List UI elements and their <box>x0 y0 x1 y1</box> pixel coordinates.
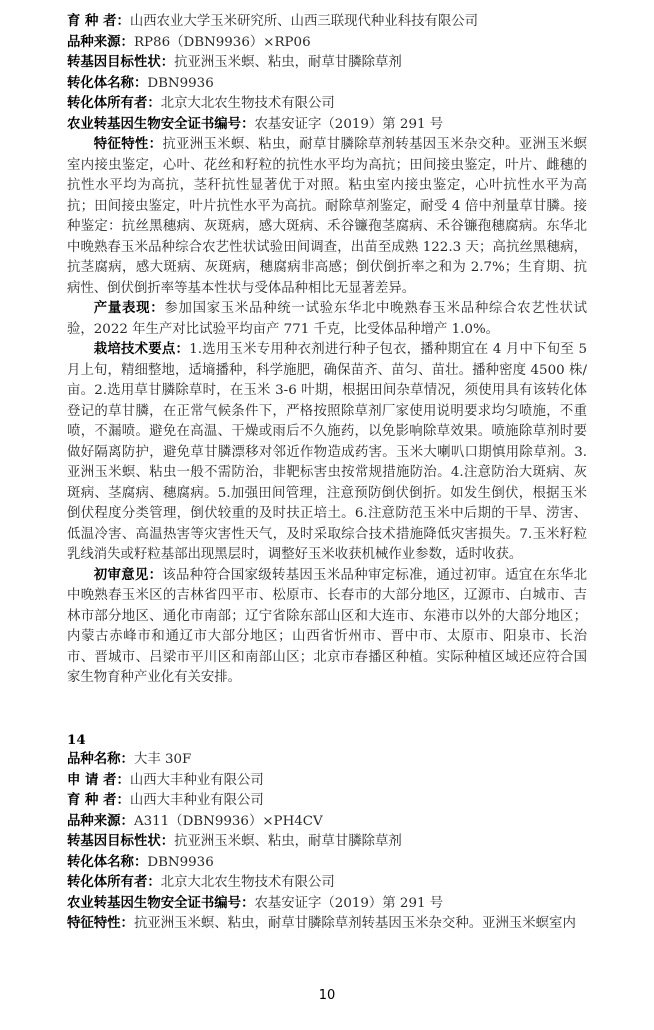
field-value: 抗亚洲玉米螟、粘虫，耐草甘膦除草剂 <box>174 55 402 70</box>
field-value: 抗亚洲玉米螟、粘虫，耐草甘膦除草剂 <box>174 834 402 849</box>
field-label: 品种来源： <box>67 813 134 829</box>
field-label: 农业转基因生物安全证书编号： <box>67 895 255 911</box>
field-label: 转基因目标性状： <box>67 55 175 70</box>
paragraph-label: 初审意见： <box>93 567 163 583</box>
field-value: DBN9936 <box>147 75 214 91</box>
yield-paragraph <box>67 299 587 340</box>
field-label: 转化体名称： <box>67 854 148 870</box>
field-value: A311（DBN9936）×PH4CV <box>133 813 323 829</box>
event-name-field <box>67 853 587 874</box>
variety-name-field <box>67 750 587 771</box>
certificate-field <box>67 894 587 915</box>
field-label: 转化体所有者： <box>67 875 161 890</box>
field-label: 育 种 者： <box>67 14 130 29</box>
field-value: RP86（DBN9936）×RP06 <box>133 34 311 50</box>
paragraph-text: 抗亚洲玉米螟、粘虫，耐草甘膦除草剂转基因玉米杂交种。亚洲玉米螟室内接虫鉴定，心叶、花丝和籽粒的抗性水平均为高抗；田间接虫鉴定，叶片、雌穗的抗性水平均为高抗，茎秆抗性显著优于对照。粘虫室内接虫鉴定，心叶抗性水平为高抗；田间接虫鉴定，叶片抗性水平为高抗。耐除草剂鉴定，耐受 4 倍中剂量草甘膦。接种鉴定：抗丝黑穗病、灰斑病，感大斑病、禾谷镰孢茎腐病、禾谷镰孢穗腐病。东华北中晚熟春玉米品种综合农艺性状试验田间调查，出苗至成熟 122.3 天；高抗丝黑穗病，抗茎腐病，感大斑病、灰斑病，穗腐病非高感；倒伏倒折率之和为 2.7%；生育期、抗病性、倒伏倒折率等基本性状与受体品种相比无显著差异。 <box>67 137 587 296</box>
applicant-field <box>67 771 587 792</box>
origin-field <box>67 812 587 833</box>
field-label: 转化体名称： <box>67 75 148 91</box>
paragraph-text: 参加国家玉米品种统一试验东华北中晚熟春玉米品种综合农艺性状试验，2022 年生产对比试验平均亩产 771 千克，比受体品种增产 1.0%。 <box>67 301 587 337</box>
paragraph-label: 特征特性： <box>93 137 163 152</box>
certificate-field <box>67 115 587 136</box>
paragraph-text: 该品种符合国家级转基因玉米品种审定标准，通过初审。适宜在东华北中晚熟春玉米区的吉林省四平市、松原市、长春市的大部分地区，辽源市、白城市、吉林市部分地区、通化市南部；辽宁省除东部山区和大连市、东港市以外的大部分地区；内蒙古赤峰市和通辽市大部分地区；山西省忻州市、晋中市、太原市、阳泉市、长治市、晋城市、吕梁市平川区和南部山区；北京市春播区种植。实际种植区域还应符合国家生物育种产业化有关安排。 <box>67 567 587 685</box>
event-name-field <box>67 74 587 95</box>
breeder-field <box>67 12 587 33</box>
page-number: 10 <box>318 988 336 1003</box>
event-owner-field <box>67 94 587 115</box>
field-label: 农业转基因生物安全证书编号： <box>67 116 255 132</box>
paragraph-label: 栽培技术要点： <box>93 342 190 357</box>
field-label: 品种名称： <box>67 752 134 767</box>
field-value: 山西大丰种业有限公司 <box>129 793 264 808</box>
field-label: 转化体所有者： <box>67 96 161 111</box>
origin-field <box>67 33 587 54</box>
entry-number: 14 <box>67 731 86 748</box>
event-owner-field <box>67 873 587 894</box>
paragraph-label: 产量表现： <box>93 301 165 316</box>
field-value: 农基安证字（2019）第 291 号 <box>254 116 444 132</box>
document-page <box>67 12 587 935</box>
variety-entry-14 <box>67 730 587 935</box>
field-value: 农基安证字（2019）第 291 号 <box>254 895 444 911</box>
paragraph-text: 1.选用玉米专用种衣剂进行种子包衣，播种期宜在 4 月中下旬至 5 月上旬，精细整地，适墒播种，科学施肥，确保苗齐、苗匀、苗壮。播种密度 4500 株/亩。2.选用草甘膦除草时，在玉米 3-6 叶期，根据田间杂草情况，须使用具有该转化体登记的草甘膦，在正常气候条件下，严格按照除草剂厂家使用说明要求均匀喷施，不重喷，不漏喷。避免在高温、干燥或雨后不久施药，以免影响除草效果。喷施除草剂时要做好隔离防护，避免草甘膦漂移对邻近作物造成药害。玉米大喇叭口期慎用除草剂。3.亚洲玉米螟、粘虫一般不需防治，非靶标害虫按常规措施防治。4.注意防治大斑病、灰斑病、茎腐病、穗腐病。5.加强田间管理，注意预防倒伏倒折。如发生倒伏，根据玉米倒伏程度分类管理，倒伏较重的及时扶正培土。6.注意防范玉米中后期的干旱、涝害、低温冷害、高温热害等灾害性天气，及时采取综合技术措施降低灾害损失。7.玉米籽粒乳线消失或籽粒基部出现黑层时，调整好玉米收获机械作业参数，适时收获。 <box>67 342 587 562</box>
field-value: 北京大北农生物技术有限公司 <box>160 96 335 111</box>
cultivation-paragraph <box>67 340 587 566</box>
field-value: 抗亚洲玉米螟、粘虫，耐草甘膦除草剂转基因玉米杂交种。亚洲玉米螟室内 <box>133 916 576 931</box>
field-value: DBN9936 <box>147 854 214 870</box>
characteristics-field <box>67 914 587 935</box>
review-opinion-paragraph <box>67 566 587 689</box>
field-value: 大丰 30F <box>133 752 192 767</box>
breeder-field <box>67 791 587 812</box>
target-traits-field <box>67 53 587 74</box>
field-label: 品种来源： <box>67 34 134 50</box>
variety-entry-13 <box>67 12 587 689</box>
field-label: 转基因目标性状： <box>67 834 175 849</box>
field-value: 山西农业大学玉米研究所、山西三联现代种业科技有限公司 <box>129 14 479 29</box>
characteristics-paragraph <box>67 135 587 299</box>
field-value: 北京大北农生物技术有限公司 <box>160 875 335 890</box>
field-label: 育 种 者： <box>67 793 130 808</box>
field-value: 山西大丰种业有限公司 <box>129 772 264 788</box>
field-label: 特征特性： <box>67 916 134 931</box>
target-traits-field <box>67 832 587 853</box>
field-label: 申 请 者： <box>67 772 130 788</box>
